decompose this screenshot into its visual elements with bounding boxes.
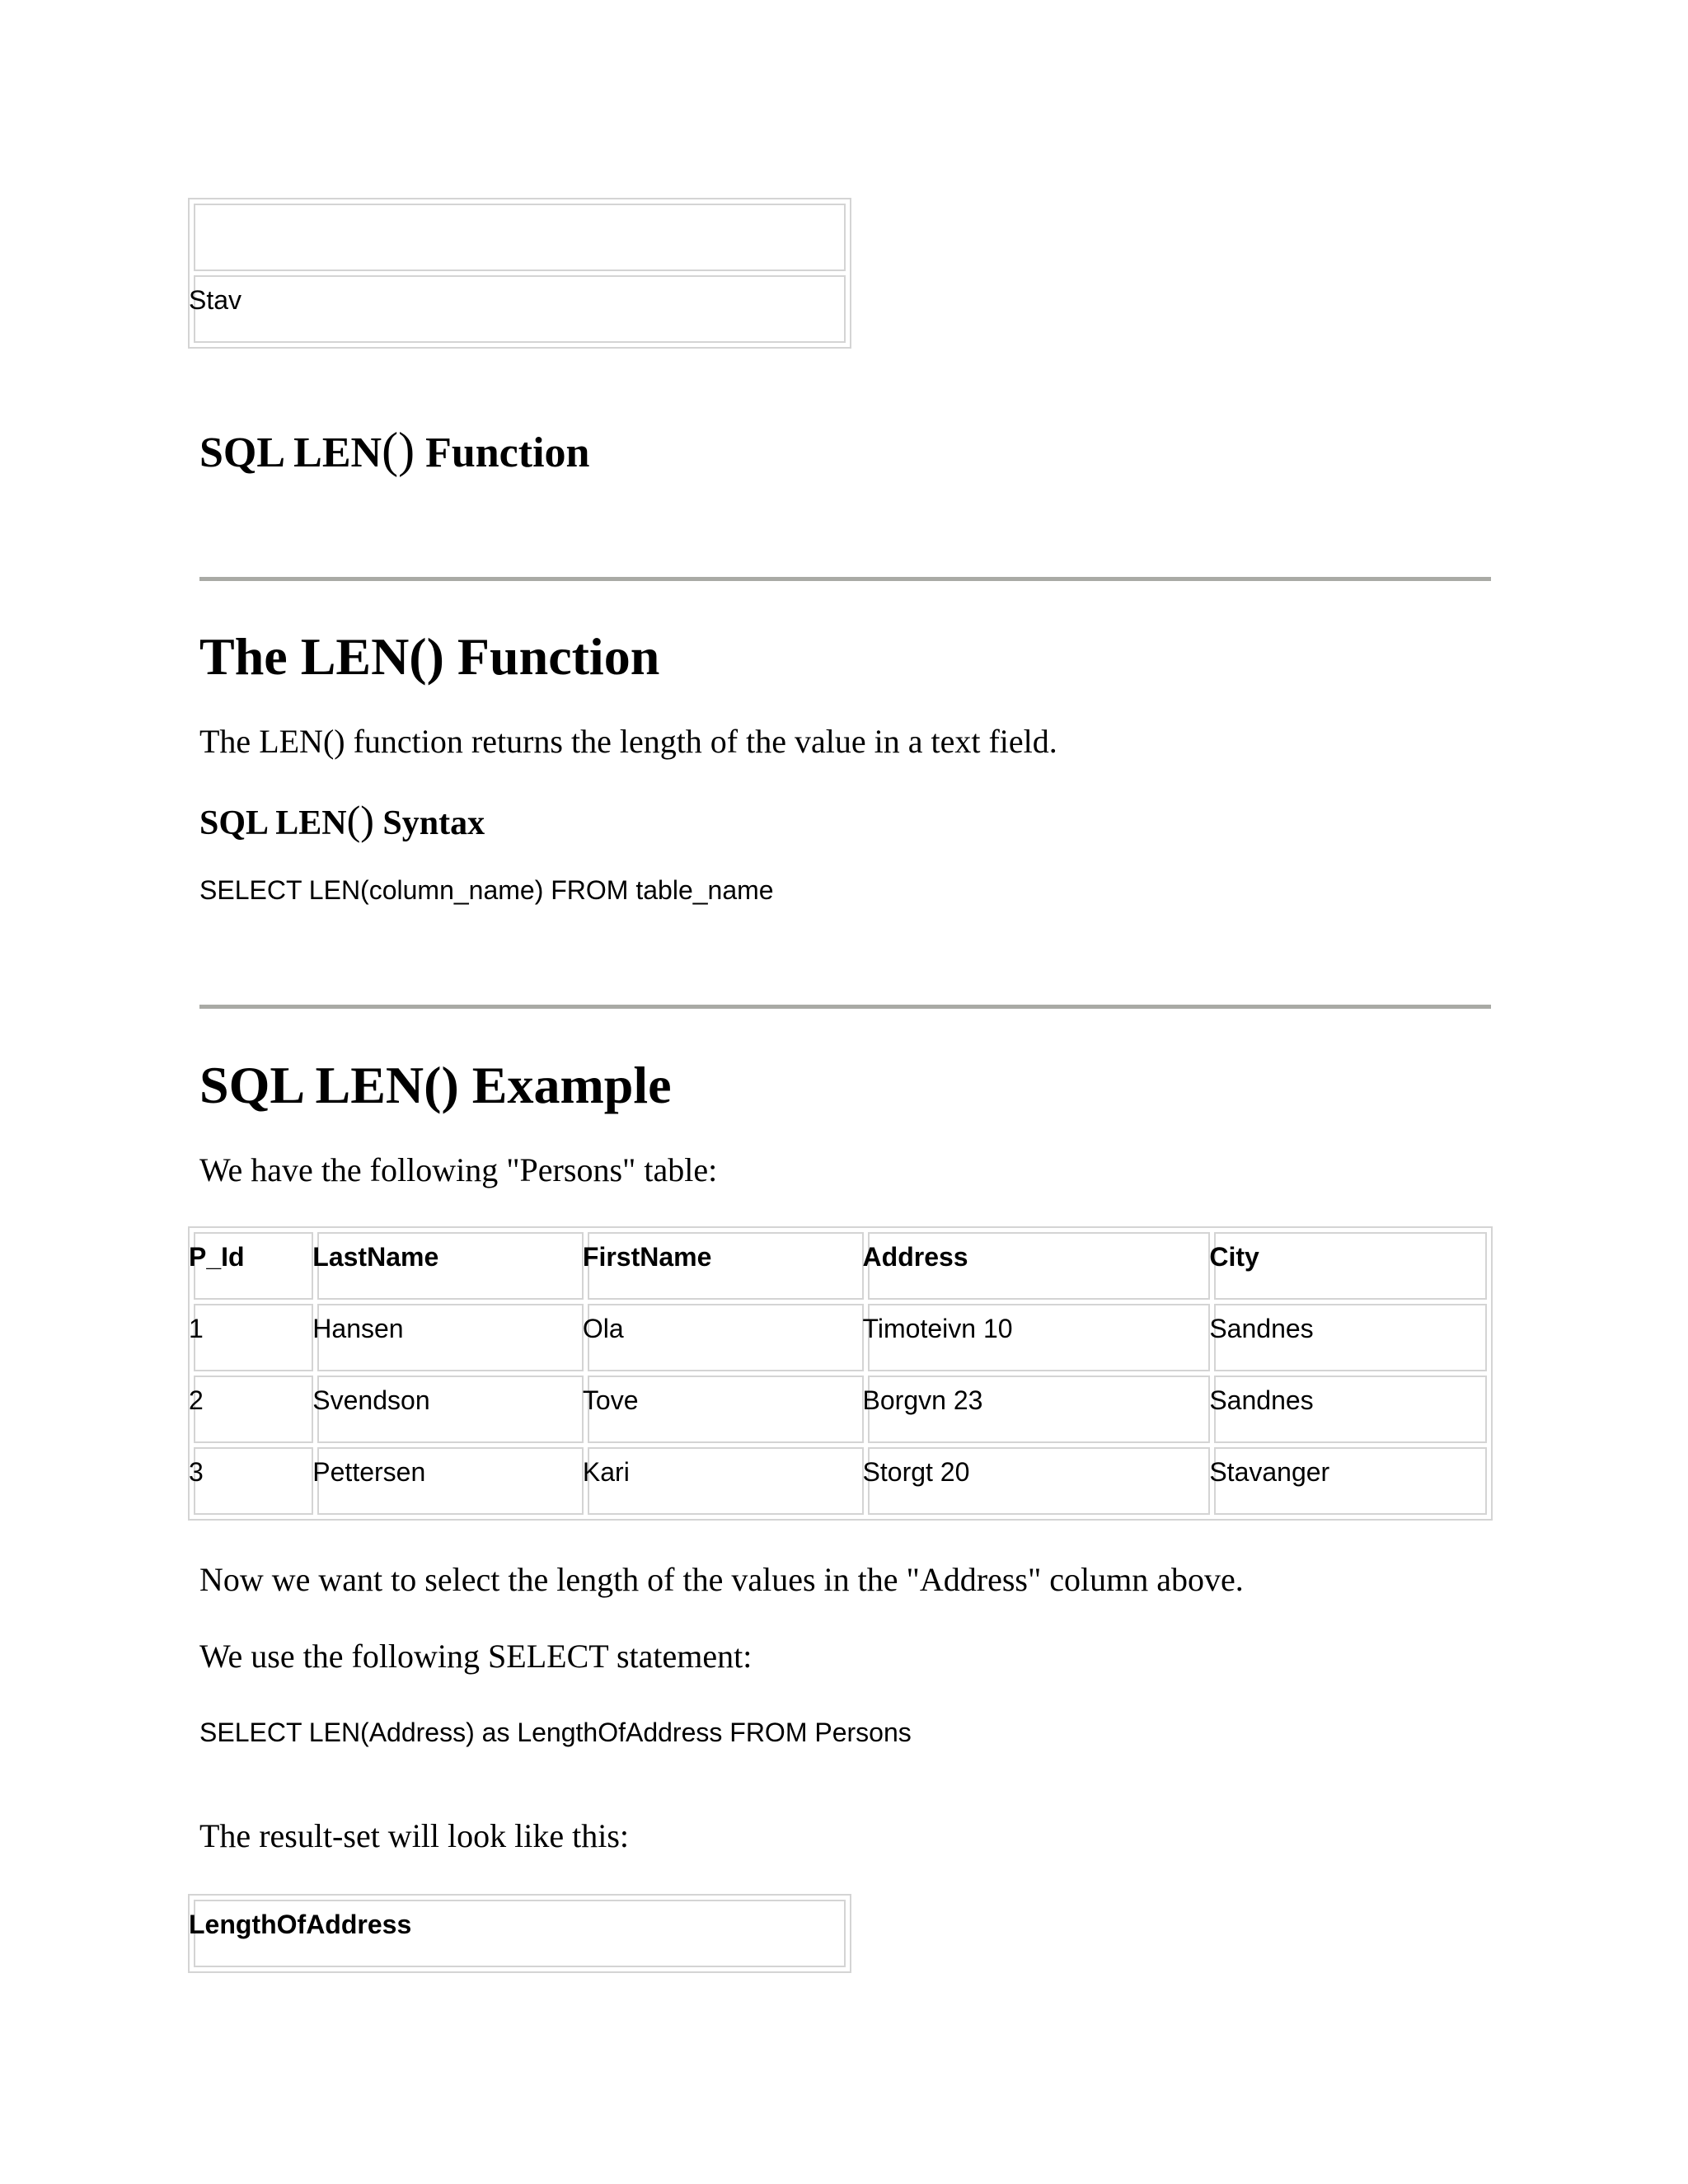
table-cell: Sandnes — [1214, 1304, 1487, 1371]
table-cell: Tove — [588, 1376, 864, 1443]
example-text-select: We use the following SELECT statement: — [199, 1638, 753, 1675]
table-row — [194, 204, 846, 271]
column-header: City — [1214, 1232, 1487, 1300]
column-header: LastName — [317, 1232, 584, 1300]
table-cell — [194, 204, 846, 271]
section-heading-function: The LEN() Function — [199, 627, 660, 686]
divider — [199, 1005, 1491, 1009]
top-table — [188, 198, 851, 349]
column-header: FirstName — [588, 1232, 864, 1300]
column-header: Address — [868, 1232, 1211, 1300]
page-title: SQL LEN() Function — [199, 423, 590, 477]
table-cell: Kari — [588, 1447, 864, 1515]
table-cell: 1 — [194, 1304, 313, 1371]
example-code: SELECT LEN(Address) as LengthOfAddress FROM Persons — [199, 1718, 912, 1747]
table-header-row — [194, 1900, 846, 1967]
column-header: LengthOfAddress — [194, 1900, 846, 1967]
table-cell: Timoteivn 10 — [868, 1304, 1211, 1371]
example-text-result: The result-set will look like this: — [199, 1817, 630, 1854]
table-cell: Stavanger — [1214, 1447, 1487, 1515]
result-table — [188, 1894, 851, 1973]
column-header: P_Id — [194, 1232, 313, 1300]
table-row — [194, 1376, 1487, 1443]
table-cell: Stav — [194, 275, 846, 343]
persons-table — [188, 1226, 1493, 1521]
section-heading-example: SQL LEN() Example — [199, 1056, 672, 1114]
table-cell: Storgt 20 — [868, 1447, 1211, 1515]
table-cell: Ola — [588, 1304, 864, 1371]
syntax-heading: SQL LEN() Syntax — [199, 797, 485, 843]
divider — [199, 577, 1491, 581]
table-row — [194, 1447, 1487, 1515]
function-description: The LEN() function returns the length of the value in a text field. — [199, 723, 1057, 760]
table-header-row — [194, 1232, 1487, 1300]
table-cell: Svendson — [317, 1376, 584, 1443]
table-cell: Hansen — [317, 1304, 584, 1371]
table-cell: Borgvn 23 — [868, 1376, 1211, 1443]
table-row — [194, 275, 846, 343]
table-cell: Sandnes — [1214, 1376, 1487, 1443]
table-cell: 3 — [194, 1447, 313, 1515]
example-intro: We have the following "Persons" table: — [199, 1151, 718, 1188]
table-cell: 2 — [194, 1376, 313, 1443]
table-cell: Pettersen — [317, 1447, 584, 1515]
syntax-code: SELECT LEN(column_name) FROM table_name — [199, 875, 774, 905]
table-row — [194, 1304, 1487, 1371]
example-text-address: Now we want to select the length of the values in the "Address" column above. — [199, 1561, 1244, 1598]
